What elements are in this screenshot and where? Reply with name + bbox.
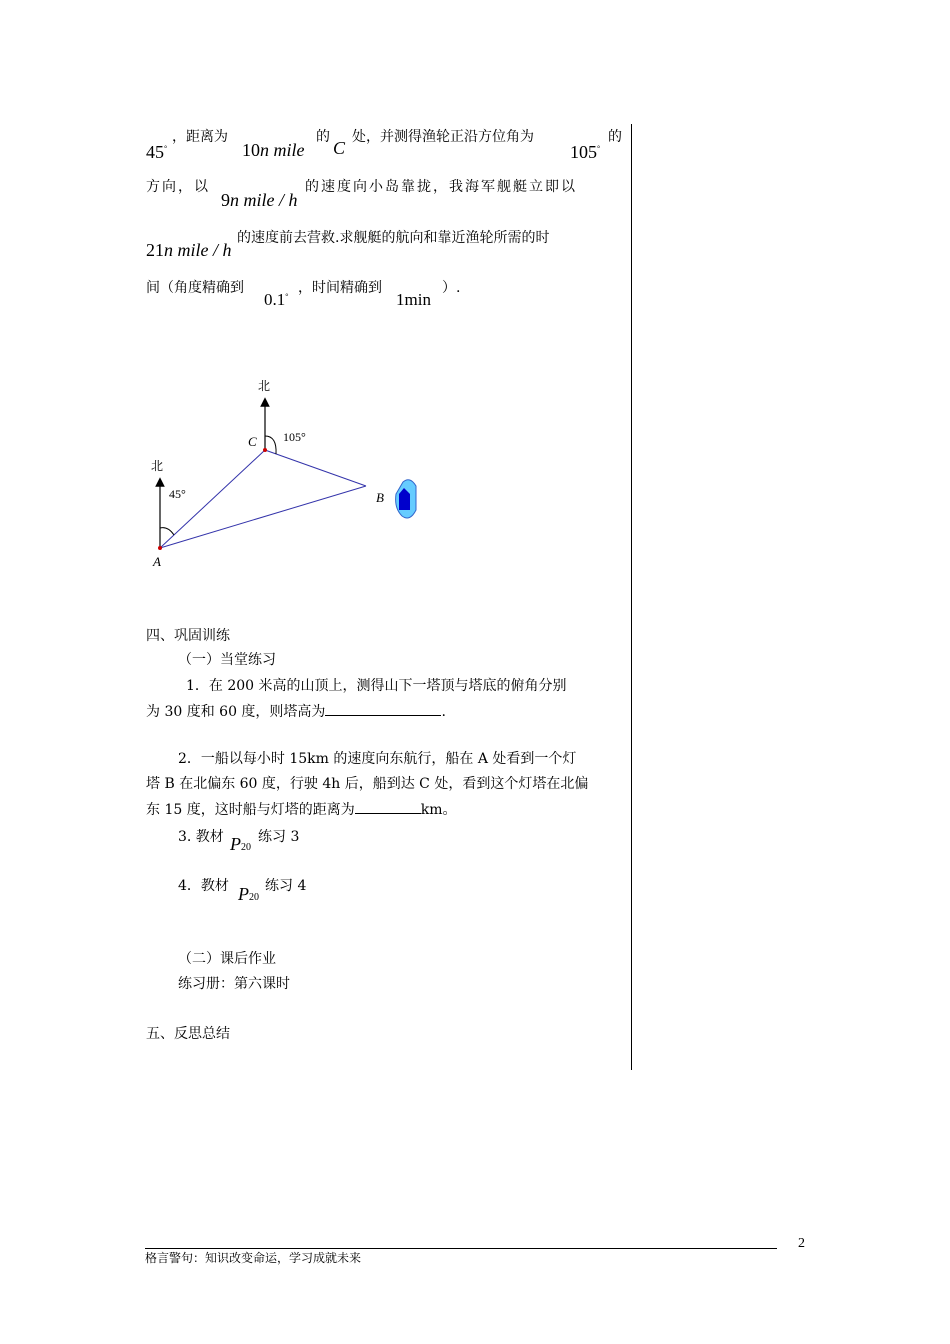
page-number: 2 <box>798 1236 805 1251</box>
boat-icon <box>396 480 416 518</box>
text-time: 间（角度精确到 <box>146 280 244 296</box>
ex4-after: 练习 4 <box>265 878 307 894</box>
text-speed-to-island: 的速度向小岛靠拢，我海军舰艇立即以 <box>305 179 577 195</box>
math-45: 45° <box>146 142 168 162</box>
label-angle-45: 45° <box>169 487 186 501</box>
section4-sub2: （二）课后作业 <box>178 951 276 967</box>
label-A: A <box>153 554 161 569</box>
ex4-text: 4．教材 <box>178 878 229 894</box>
math-1min: 1min <box>396 290 431 309</box>
text-direction: 方向，以 <box>146 179 210 195</box>
footer-rule <box>145 1248 777 1249</box>
ex1-line1: 1．在 200 米高的山顶上，测得山下一塔顶与塔底的俯角分别 <box>186 678 567 694</box>
point-c <box>263 448 267 452</box>
label-B: B <box>376 490 384 505</box>
text-distance: ，距离为 <box>172 129 228 145</box>
label-north-top: 北 <box>258 379 271 393</box>
margin-rule <box>631 124 632 1070</box>
math-9nmileh: 9n mile / h <box>221 190 298 210</box>
ex2-line2: 塔 B 在北偏东 60 度，行驶 4h 后，船到达 C 处，看到这个灯塔在北偏 <box>146 776 589 792</box>
math-10nmile: 10n mile <box>242 140 305 160</box>
point-a <box>158 546 162 550</box>
text-de2: 的 <box>608 129 622 145</box>
ex1-line2: 为 30 度和 60 度，则塔高为 . <box>146 701 446 722</box>
math-C: C <box>333 138 346 158</box>
label-north-left: 北 <box>151 459 164 473</box>
angle-arc-105 <box>265 436 276 454</box>
ex4-p20: P20 <box>238 884 259 904</box>
footer-motto: 格言警句：知识改变命运，学习成就未来 <box>145 1251 362 1265</box>
text-end: ）. <box>442 280 461 296</box>
ex2-line1: 2．一船以每小时 15km 的速度向东航行，船在 A 处看到一个灯 <box>178 751 577 767</box>
navigation-figure <box>140 370 440 580</box>
section4-sub1: （一）当堂练习 <box>178 652 276 668</box>
text-time-precision: ，时间精确到 <box>298 280 382 296</box>
ex1-answer-blank[interactable] <box>325 701 441 716</box>
text-de: 的 <box>316 129 330 145</box>
ex2-line3: 东 15 度，这时船与灯塔的距离为 km。 <box>146 799 456 820</box>
homework-text: 练习册：第六课时 <box>178 976 290 992</box>
label-angle-105: 105° <box>283 430 306 444</box>
math-105: 105° <box>570 142 601 162</box>
text-chu: 处，并测得渔轮正沿方位角为 <box>352 129 534 145</box>
segment-cb <box>265 450 366 486</box>
ex2-answer-blank[interactable] <box>355 799 421 814</box>
ex3-after: 练习 3 <box>258 829 300 845</box>
label-C: C <box>248 434 257 449</box>
text-rescue: 的速度前去营救.求舰艇的航向和靠近渔轮所需的时 <box>237 230 550 246</box>
math-21nmileh: 21n mile / h <box>146 240 232 260</box>
math-01deg: 0.1° <box>264 290 289 309</box>
ex3-p20: P20 <box>230 834 251 854</box>
ex3-text: 3. 教材 <box>178 829 224 845</box>
section4-heading: 四、巩固训练 <box>146 628 230 644</box>
segment-ab <box>160 486 366 548</box>
angle-arc-45 <box>160 528 174 535</box>
section5-heading: 五、反思总结 <box>146 1026 230 1042</box>
